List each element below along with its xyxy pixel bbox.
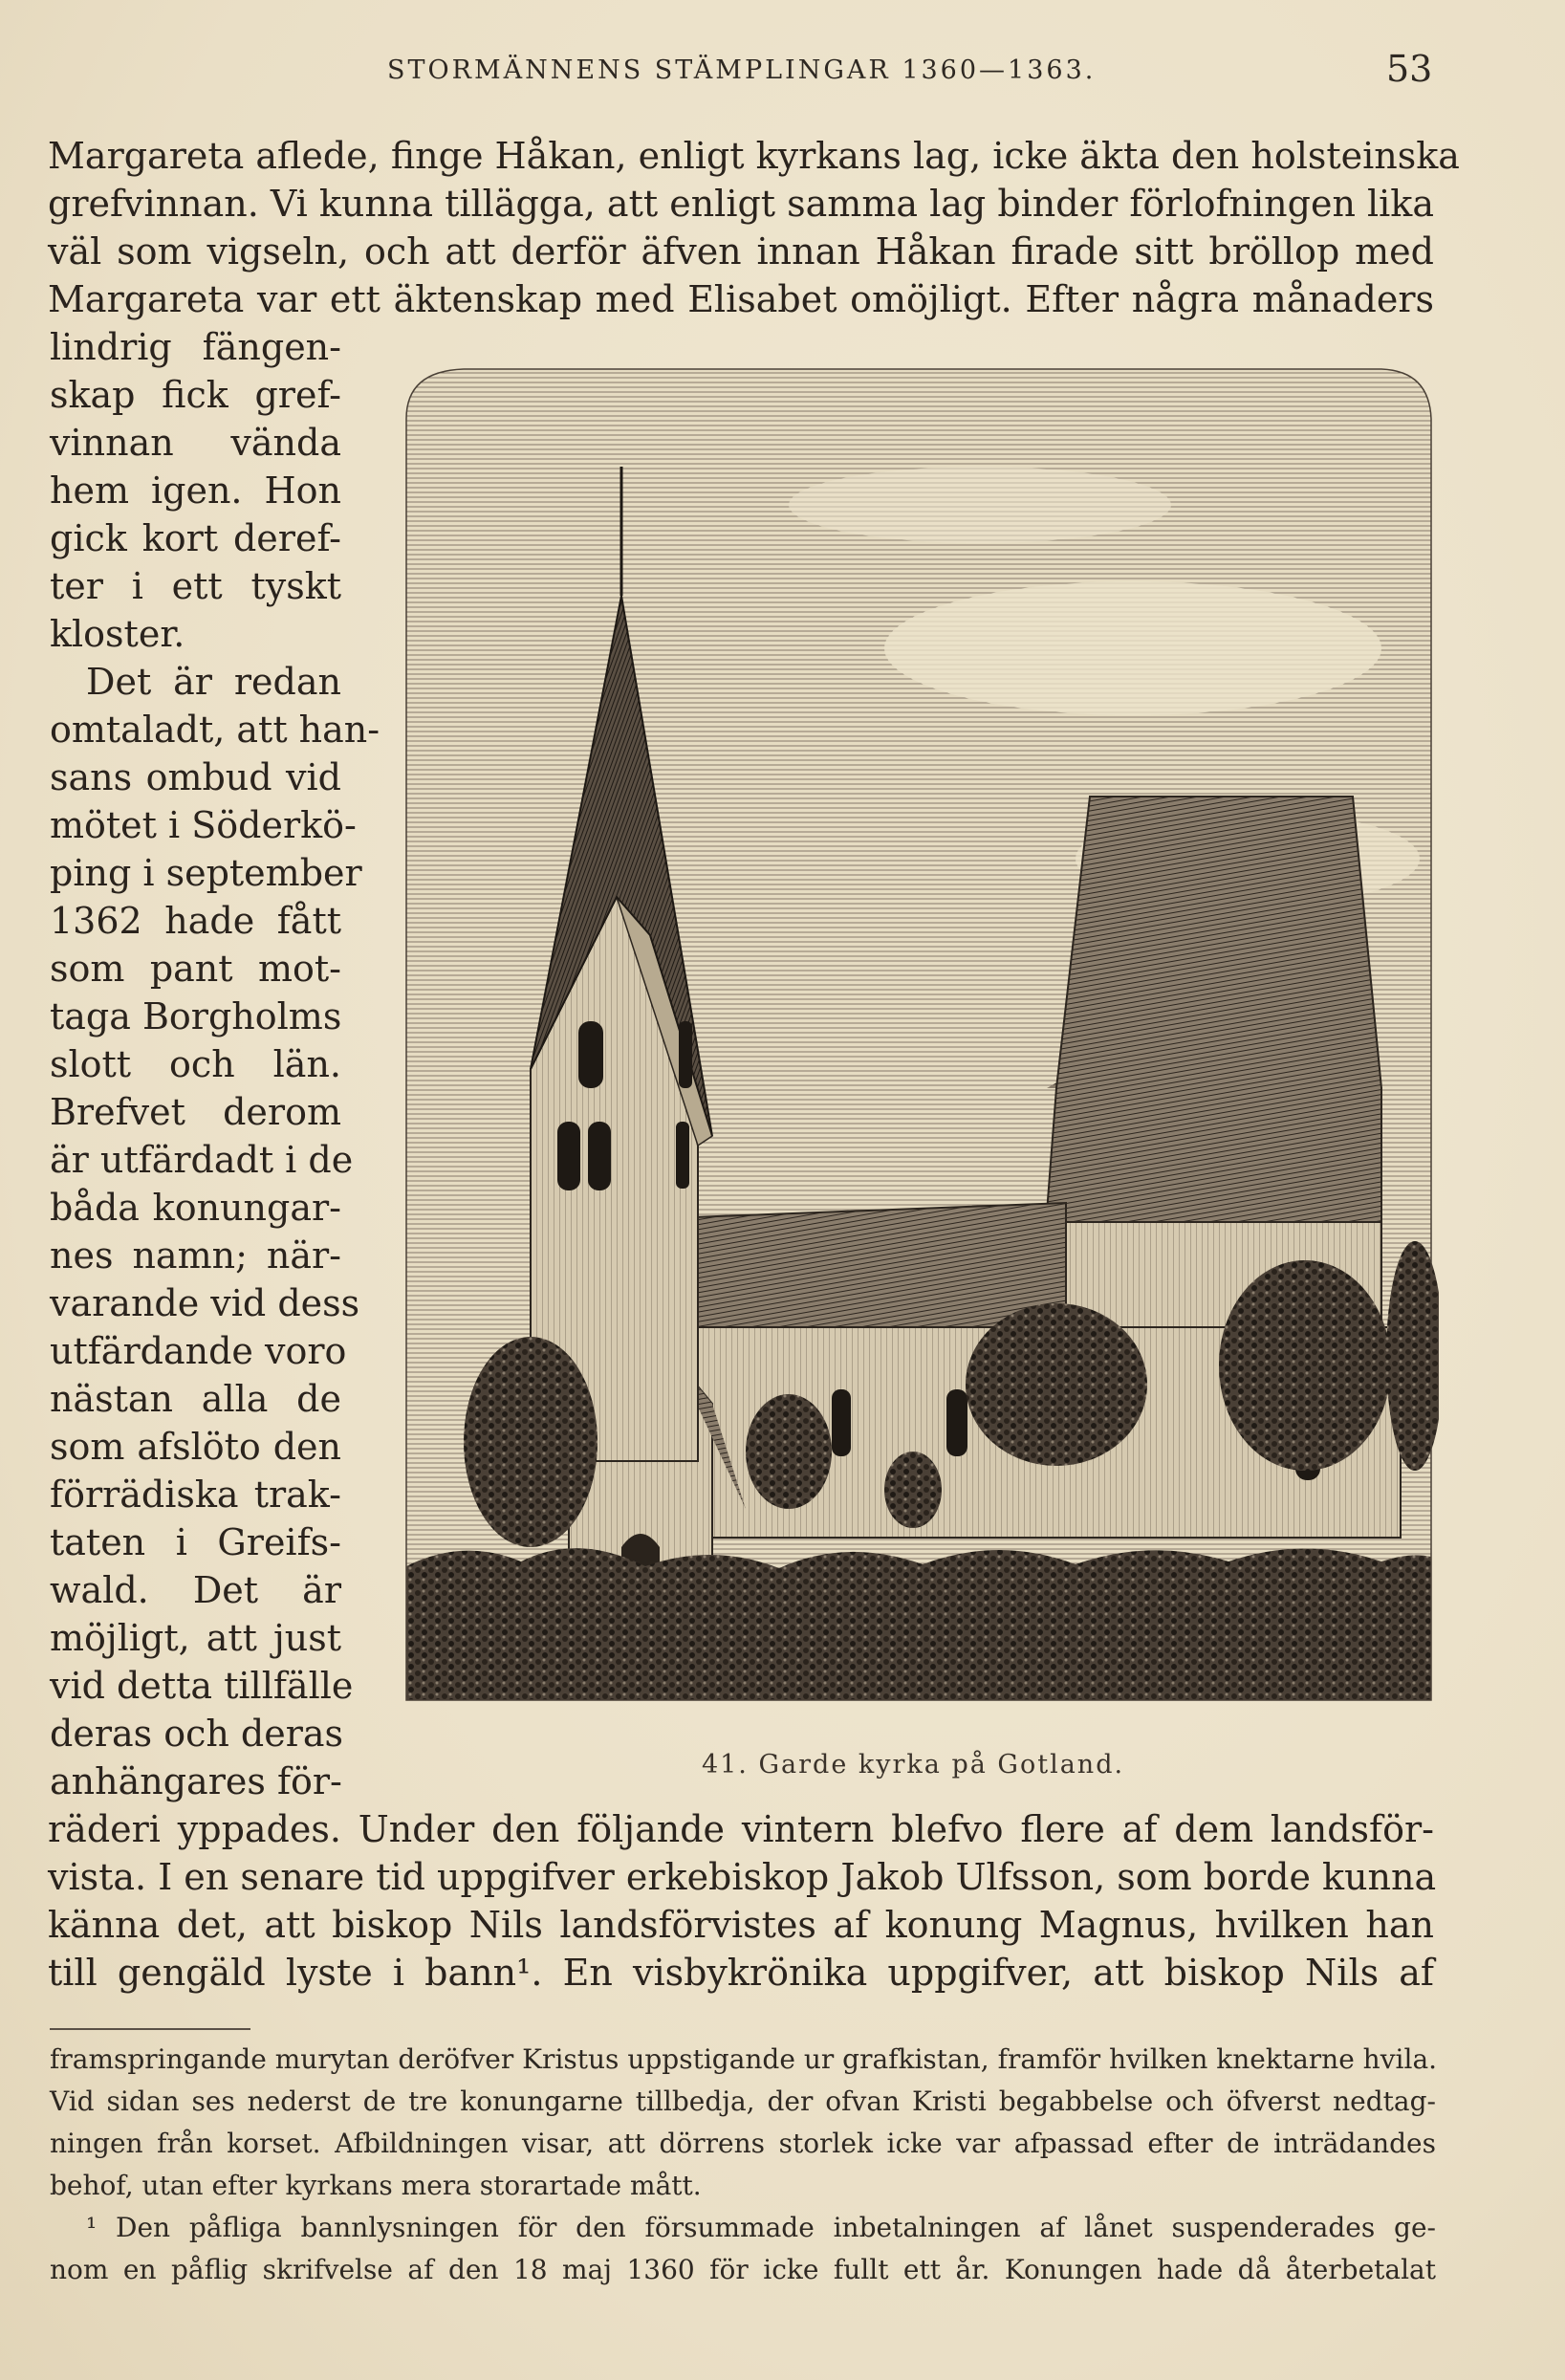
column-line: är utfärdadt i de [50, 1139, 354, 1181]
column-line: 1362 hade fått [50, 900, 341, 942]
column-line: lindrig fängen- [50, 326, 341, 368]
body-line: känna det, att biskop Nils landsförvistes af konung Magnus, hvilken han [48, 1904, 1434, 1946]
body-line: till gengäld lyste i bann¹. En visbykrönika uppgifver, att biskop Nils af [48, 1952, 1434, 1994]
column-line: Det är redan [86, 661, 341, 703]
column-line: förrädiska trak- [50, 1474, 341, 1516]
footnote-rule [50, 2028, 250, 2030]
body-line: grefvinnan. Vi kunna tillägga, att enligt samma lag binder förlofningen lika [48, 183, 1434, 225]
church-engraving [387, 361, 1439, 1727]
column-line: ping i september [50, 852, 362, 894]
column-line: anhängares för- [50, 1760, 342, 1802]
column-line: hem igen. Hon [50, 469, 341, 512]
column-line: wald. Det är [50, 1569, 341, 1611]
column-line: som pant mot- [50, 948, 341, 990]
column-line: vid detta tillfälle [50, 1665, 354, 1707]
body-line: vista. I en senare tid uppgifver erkebiskop Jakob Ulfsson, som borde kunna [48, 1856, 1437, 1898]
footnote-line: ¹ Den påfliga bannlysningen för den försummade inbetalningen af lånet suspenderades ge- [86, 2212, 1436, 2243]
column-line: taten i Greifs- [50, 1521, 341, 1563]
column-line: gick kort deref- [50, 517, 341, 559]
column-line: deras och deras [50, 1713, 344, 1755]
body-line: Margareta var ett äktenskap med Elisabet omöjligt. Efter några månaders [48, 278, 1434, 320]
page-number: 53 [1386, 48, 1433, 90]
column-line: omtaladt, att han- [50, 709, 380, 751]
column-line: Brefvet derom [50, 1091, 341, 1133]
column-line: skap fick gref- [50, 374, 341, 416]
body-line: Margareta aflede, finge Håkan, enligt kyrkans lag, icke äkta den holsteinska [48, 135, 1460, 177]
body-line: väl som vigseln, och att derför äfven innan Håkan firade sitt bröllop med [48, 230, 1434, 273]
column-line: möjligt, att just [50, 1617, 341, 1659]
column-line: sans ombud vid [50, 756, 341, 798]
column-line: båda konungar- [50, 1187, 341, 1229]
footnote-line: framspringande murytan deröfver Kristus uppstigande ur grafkistan, framför hvilken knektarne hvila. [50, 2043, 1438, 2075]
figure-caption: 41. Garde kyrka på Gotland. [701, 1750, 1125, 1780]
column-line: kloster. [50, 613, 185, 655]
footnote-line: ningen från korset. Afbildningen visar, att dörrens storlek icke var afpassad efter de inträdandes [50, 2128, 1436, 2159]
column-line: varande vid dess [50, 1282, 360, 1324]
column-line: taga Borgholms [50, 995, 342, 1037]
column-line: utfärdande voro [50, 1330, 347, 1372]
running-title: STORMÄNNENS STÄMPLINGAR 1360—1363. [387, 55, 1097, 85]
footnote-line: behof, utan efter kyrkans mera storartade mått. [50, 2170, 702, 2201]
column-line: mötet i Söderkö- [50, 804, 357, 846]
column-line: ter i ett tyskt [50, 565, 341, 607]
column-line: nästan alla de [50, 1378, 341, 1420]
footnote-line: Vid sidan ses nederst de tre konungarne tillbedja, der ofvan Kristi begabbelse och öfverst nedtag- [50, 2085, 1436, 2117]
column-line: slott och län. [50, 1043, 341, 1085]
column-line: nes namn; när- [50, 1234, 341, 1277]
footnote-line: nom en påflig skrifvelse af den 18 maj 1360 för icke fullt ett år. Konungen hade då återbetalat [50, 2254, 1436, 2285]
column-line: vinnan vända [50, 422, 341, 464]
body-line: räderi yppades. Under den följande vintern blefvo flere af dem landsför- [48, 1808, 1434, 1850]
column-line: som afslöto den [50, 1426, 341, 1468]
